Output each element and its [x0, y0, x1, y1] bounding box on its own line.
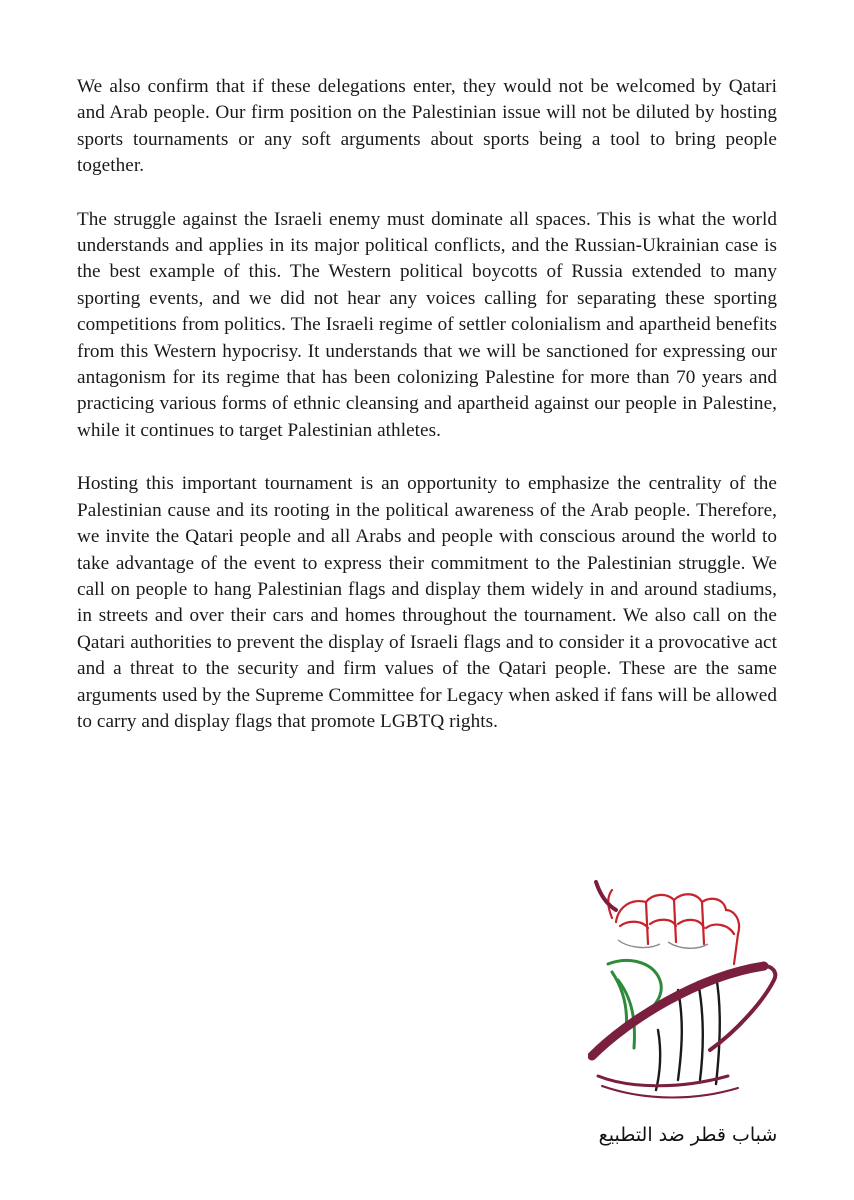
raised-fist-icon	[588, 880, 788, 1120]
organization-logo	[568, 880, 808, 1165]
paragraph: The struggle against the Israeli enemy must dominate all spaces. This is what the world understands and applies in its major political conflicts, and the Russian-Ukrainian case is the best example of this. The Western political boycotts of Russia extended to many sporting events, and we did not hear any voices calling for separating these sporting competitions from politics. The Israeli regime of settler colonialism and apartheid benefits from this Western hypocrisy. It understands that we will be sanctioned for expressing our antagonism for its regime that has been colonizing Palestine for more than 70 years and practicing various forms of ethnic cleansing and apartheid against our people in Palestine, while it continues to target Palestinian athletes.	[77, 208, 777, 441]
paragraph: Hosting this important tournament is an opportunity to emphasize the centrality of the Palestinian cause and its rooting in the political awareness of the Arab people. Therefore, we invite the Qatari people and all Arabs and people with conscious around the world to take advantage of the event to express their commitment to the Palestinian struggle. We call on people to hang Palestinian flags and display them widely in and around stadiums, in streets and over their cars and homes throughout the tournament. We also call on the Qatari authorities to prevent the display of Israeli flags and to consider it a provocative act and a threat to the security and firm values of the Qatari people. These are the same arguments used by the Supreme Committee for Legacy when asked if fans will be allowed to carry and display flags that promote LGBTQ rights.	[77, 473, 777, 732]
logo-caption: شباب قطر ضد التطبيع	[598, 1124, 778, 1146]
paragraph: We also confirm that if these delegations enter, they would not be welcomed by Qatari and Arab people. Our firm position on the Palestinian issue will not be diluted by hosting sports tournaments or any soft arguments about sports being a tool to bring people together.	[77, 76, 777, 177]
document-body	[77, 74, 777, 762]
